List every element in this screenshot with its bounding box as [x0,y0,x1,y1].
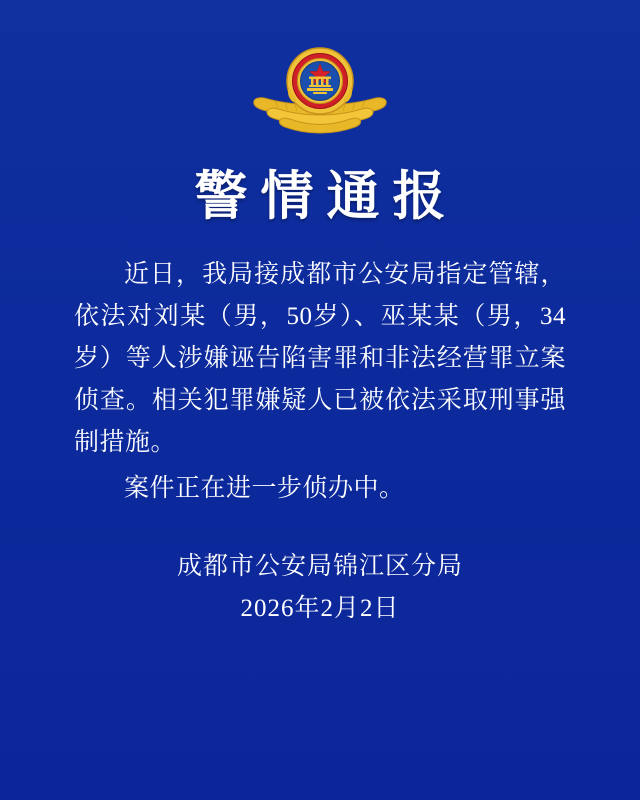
police-badge-emblem [245,42,395,150]
announcement-paragraph-1: 近日，我局接成都市公安局指定管辖，依法对刘某（男，50岁）、巫某某（男，34岁）等人涉嫌诬告陷害罪和非法经营罪立案侦查。相关犯罪嫌疑人已被依法采取刑事强制措施。 [74,261,566,457]
page-title: 警情通报 [194,168,459,226]
signature-block [0,548,640,628]
announcement-paragraph-2: 案件正在进一步侦办中。 [124,475,405,503]
announcement-body [74,254,566,510]
issue-date: 2026年2月2日 [240,595,400,622]
issuing-organization: 成都市公安局锦江区分局 [176,553,463,580]
